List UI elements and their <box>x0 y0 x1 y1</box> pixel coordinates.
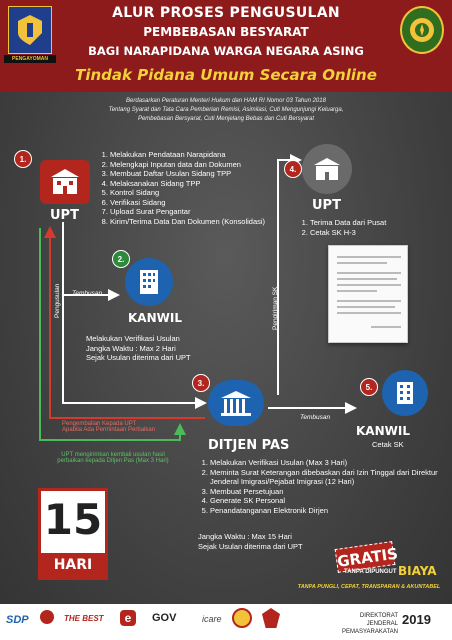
pengiriman-text: Pengiriman SK <box>272 286 279 330</box>
step-5-label: KANWIL <box>356 424 410 438</box>
list-item: 1. Melakukan Verifikasi Usulan (Max 3 Hari) <box>210 458 443 468</box>
kanwil-building-icon <box>125 258 173 306</box>
duration-badge <box>38 488 108 580</box>
e-logo: e <box>120 610 136 626</box>
pengiriman-label <box>272 287 279 330</box>
text-line: Jangka Waktu : Max 2 Hari <box>86 343 176 353</box>
list-item: 6. Verifikasi Sidang <box>110 198 278 208</box>
list-item: 8. Kirim/Terima Data Dan Dokumen (Konsolidasi) <box>110 217 278 227</box>
duration-number: 15 <box>43 495 103 544</box>
icare-logo: icare <box>202 614 222 624</box>
subtitle: Tindak Pidana Umum Secara Online <box>75 66 377 84</box>
gov-logo: GOV <box>152 612 177 624</box>
return-note-line: Apabila Ada Permintaan Perbaikan <box>62 427 156 433</box>
text-line: Jangka Waktu : Max 15 Hari <box>198 532 292 541</box>
title-line-3: BAGI NARAPIDANA WARGA NEGARA ASING <box>88 44 364 58</box>
text-line: Melakukan Verifikasi Usulan <box>86 334 180 343</box>
sdp-logo: SDP <box>6 614 29 626</box>
list-item: 3. Membuat Persetujuan <box>210 487 443 497</box>
gratis-sub: TANPA DIPUNGUT <box>344 569 397 575</box>
list-item: 5. Penandatanganan Elektronik Dirjen <box>210 506 443 516</box>
the-best-logo: THE BEST <box>64 614 104 623</box>
footer <box>0 604 452 640</box>
step-badge-1: 1. <box>14 150 32 168</box>
step-2-label: KANWIL <box>128 311 182 325</box>
legal-basis-line: Tentang Syarat dan Tata Cara Pemberian Remisi, Asimilasi, Cuti Mengunjungi Keluarga, <box>108 107 344 113</box>
pengusulan-text: Pengusulan <box>54 283 61 318</box>
step-badge-5: 5. <box>360 378 378 396</box>
list-item: 2. Cetak SK H-3 <box>310 228 418 238</box>
sk-document-image <box>328 245 408 343</box>
list-item: 4. Generate SK Personal <box>210 496 443 506</box>
step-badge-4: 4. <box>284 160 302 178</box>
text-line: Sejak Usulan diterima dari UPT <box>86 353 191 362</box>
shield-icon <box>262 608 280 628</box>
org-name <box>330 612 398 636</box>
step-badge-2: 2. <box>112 250 130 268</box>
org-name-line: PEMASYARAKATAN <box>341 629 398 635</box>
step-1-list <box>98 150 278 226</box>
org-name-line: DIREKTORAT JENDERAL <box>359 613 398 627</box>
kanwil-destination-icon <box>382 370 428 416</box>
duration-unit: HARI <box>41 553 105 577</box>
return-note <box>62 421 155 433</box>
list-item: 2. Meminta Surat Keterangan dibebaskan dari Izin Tinggal dari Direktur Jenderal Imigrasi/Pejabat Imigrasi (12 Hari) <box>210 468 443 487</box>
legal-basis-line: Berdasarkan Peraturan Menteri Hukum dan HAM RI Nomor 03 Tahun 2018 <box>126 98 326 104</box>
resubmit-note-line: UPT mengirimkan kembali usulan hasil <box>61 452 165 458</box>
tagline: TANPA PUNGLI, CEPAT, TRANSPARAN & AKUNTABEL <box>297 584 441 590</box>
legal-basis-line: Pembebasan Bersyarat, Cuti Menjelang Bebas dan Cuti Bersyarat <box>137 116 315 122</box>
step-3-label: DITJEN PAS <box>208 438 290 453</box>
step-3-list <box>198 458 443 515</box>
resubmit-note <box>28 452 198 464</box>
upt-building-icon <box>40 160 90 204</box>
upt-destination-icon <box>302 144 352 194</box>
step-1-label: UPT <box>50 208 79 223</box>
list-item: 1. Terima Data dari Pusat <box>310 218 418 228</box>
step-4-label: UPT <box>312 198 341 213</box>
pengusulan-label <box>54 284 61 318</box>
step-2-text <box>86 334 266 363</box>
gratis-stamp: GRATIS <box>335 541 396 573</box>
list-item: 2. Melengkapi Inputan data dan Dokumen <box>110 160 278 170</box>
list-item: 7. Upload Surat Pengantar <box>110 207 278 217</box>
tembusan-label-1: Tembusan <box>72 290 103 297</box>
title-line-1: ALUR PROSES PENGUSULAN <box>112 5 340 21</box>
return-note-line: Pengembalian Kepada UPT <box>62 421 137 427</box>
resubmit-note-line: perbaikan kepada Ditjen Pas (Max 3 Hari) <box>57 458 169 464</box>
step-4-list <box>298 218 418 237</box>
title-line-2: PEMBEBASAN BESYARAT <box>143 25 309 39</box>
list-item: 5. Kontrol Sidang <box>110 188 278 198</box>
gratis-biaya: BIAYA <box>398 564 437 578</box>
text-line: Sejak Usulan diterima dari UPT <box>198 541 303 551</box>
logo-label: PENGAYOMAN <box>4 55 56 63</box>
step-5-text: Cetak SK <box>372 440 404 449</box>
list-item: 3. Membuat Daftar Usulan Sidang TPP <box>110 169 278 179</box>
circle-logo-icon <box>40 610 54 624</box>
list-item: 1. Melakukan Pendataan Narapidana <box>110 150 278 160</box>
step-badge-3: 3. <box>192 374 210 392</box>
year: 2019 <box>402 612 431 627</box>
list-item: 4. Melaksanakan Sidang TPP <box>110 179 278 189</box>
tembusan-label-2: Tembusan <box>300 414 331 421</box>
seal-icon <box>232 608 252 628</box>
ditjen-building-icon <box>208 380 264 426</box>
